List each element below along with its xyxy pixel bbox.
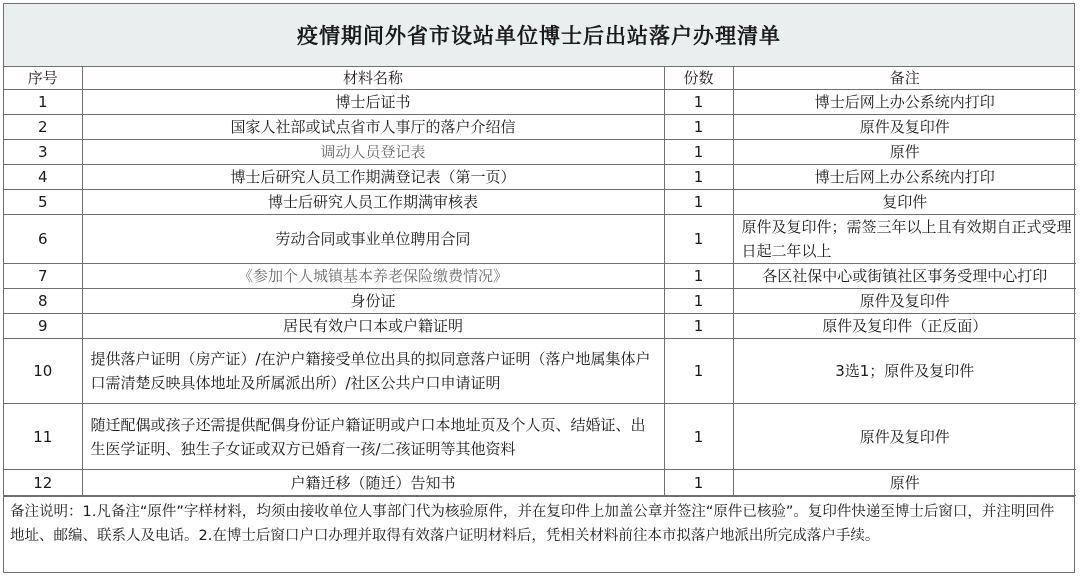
row-no: 11 — [4, 404, 82, 470]
footnote: 备注说明：1.凡备注“原件”字样材料，均须由接收单位人事部门代为核验原件，并在复印件上加盖公章并签注“原件已核验”。复印件快递至博士后窗口，并注明回件地址、邮编、联系人及电话。2.在博士后窗口户口办理并取得有效落户证明材料后，凭相关材料前往本市拟落户地派出所完成落户手续。 — [4, 496, 1074, 551]
row-remark: 原件 — [733, 470, 1076, 496]
row-no: 9 — [4, 314, 82, 339]
row-remark: 博士后网上办公系统内打印 — [733, 90, 1076, 115]
row-no: 12 — [4, 470, 82, 496]
row-remark: 博士后网上办公系统内打印 — [733, 165, 1076, 190]
row-no: 7 — [4, 264, 82, 289]
row-no: 2 — [4, 115, 82, 140]
table-row — [4, 470, 1076, 496]
row-no: 6 — [4, 215, 82, 264]
row-material: 随迁配偶或孩子还需提供配偶身份证户籍证明或户口本地址页及个人页、结婚证、出生医学证明、独生子女证或双方已婚育一孩/二孩证明等其他资料 — [82, 404, 664, 470]
row-material: 国家人社部或试点省市人事厅的落户介绍信 — [82, 115, 664, 140]
row-copies: 1 — [664, 404, 733, 470]
row-material: 身份证 — [82, 289, 664, 314]
table-row — [4, 190, 1076, 215]
document-title: 疫情期间外省市设站单位博士后出站落户办理清单 — [4, 4, 1074, 67]
row-no: 1 — [4, 90, 82, 115]
row-material: 博士后研究人员工作期满登记表（第一页） — [82, 165, 664, 190]
row-material: 提供落户证明（房产证）/在沪户籍接受单位出具的拟同意落户证明（落户地属集体户口需清楚反映具体地址及所属派出所）/社区公共户口申请证明 — [82, 339, 664, 404]
header-copies: 份数 — [664, 67, 733, 90]
row-material: 劳动合同或事业单位聘用合同 — [82, 215, 664, 264]
row-copies: 1 — [664, 289, 733, 314]
table-row — [4, 115, 1076, 140]
row-material: 博士后证书 — [82, 90, 664, 115]
row-material: 居民有效户口本或户籍证明 — [82, 314, 664, 339]
table-header-row — [4, 67, 1076, 90]
row-remark: 原件及复印件 — [733, 115, 1076, 140]
row-copies: 1 — [664, 314, 733, 339]
row-material: 调动人员登记表 — [82, 140, 664, 165]
table-row — [4, 90, 1076, 115]
table-row — [4, 165, 1076, 190]
row-remark: 各区社保中心或街镇社区事务受理中心打印 — [733, 264, 1076, 289]
row-copies: 1 — [664, 264, 733, 289]
materials-table — [4, 67, 1076, 496]
row-copies: 1 — [664, 90, 733, 115]
header-no: 序号 — [4, 67, 82, 90]
row-remark: 3选1；原件及复印件 — [733, 339, 1076, 404]
table-row — [4, 140, 1076, 165]
table-row — [4, 289, 1076, 314]
table-row — [4, 215, 1076, 264]
row-remark: 复印件 — [733, 190, 1076, 215]
row-material: 《参加个人城镇基本养老保险缴费情况》 — [82, 264, 664, 289]
row-remark: 原件及复印件 — [733, 289, 1076, 314]
row-no: 4 — [4, 165, 82, 190]
row-remark: 原件及复印件；需签三年以上且有效期自正式受理日起二年以上 — [733, 215, 1076, 264]
table-row — [4, 314, 1076, 339]
row-copies: 1 — [664, 339, 733, 404]
row-copies: 1 — [664, 115, 733, 140]
row-no: 8 — [4, 289, 82, 314]
table-row — [4, 264, 1076, 289]
row-remark: 原件 — [733, 140, 1076, 165]
row-material: 户籍迁移（随迁）告知书 — [82, 470, 664, 496]
row-copies: 1 — [664, 140, 733, 165]
row-no: 10 — [4, 339, 82, 404]
checklist-document — [3, 3, 1075, 573]
row-copies: 1 — [664, 215, 733, 264]
row-remark: 原件及复印件（正反面） — [733, 314, 1076, 339]
header-material: 材料名称 — [82, 67, 664, 90]
row-copies: 1 — [664, 165, 733, 190]
header-remark: 备注 — [733, 67, 1076, 90]
row-no: 5 — [4, 190, 82, 215]
row-material: 博士后研究人员工作期满审核表 — [82, 190, 664, 215]
row-copies: 1 — [664, 190, 733, 215]
table-row — [4, 404, 1076, 470]
table-row — [4, 339, 1076, 404]
row-no: 3 — [4, 140, 82, 165]
row-copies: 1 — [664, 470, 733, 496]
row-remark: 原件及复印件 — [733, 404, 1076, 470]
